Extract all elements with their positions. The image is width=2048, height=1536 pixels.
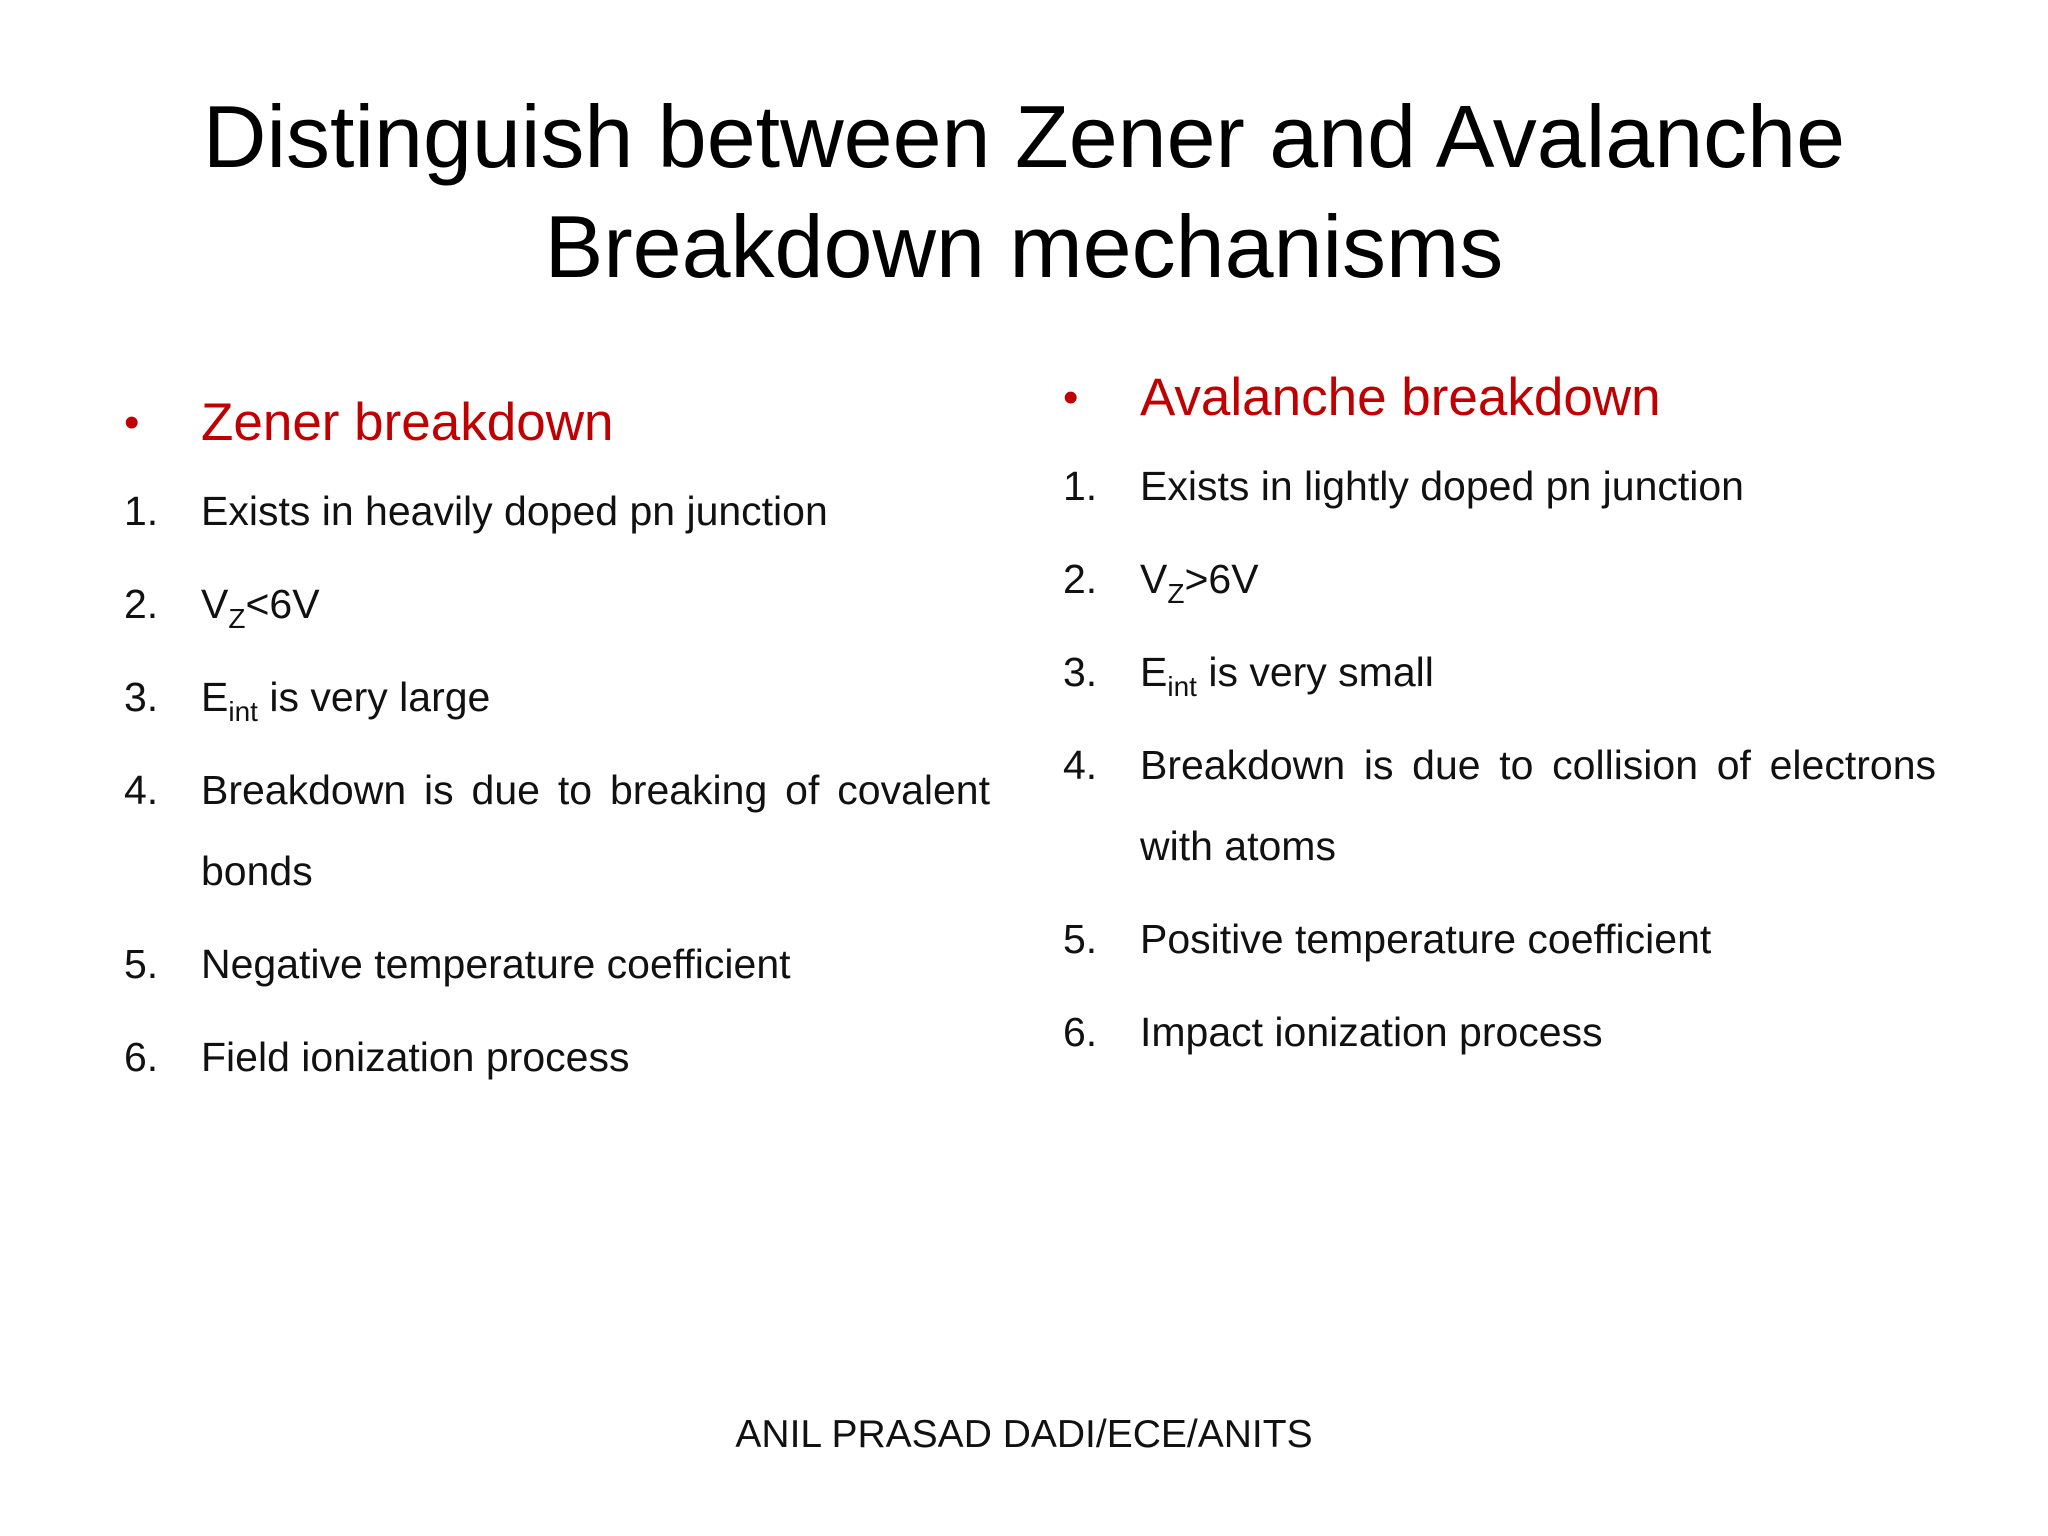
- avalanche-list: [1063, 446, 1936, 1073]
- list-item: [124, 924, 990, 1005]
- symbol: E: [201, 674, 229, 720]
- bullet-icon: •: [124, 398, 140, 447]
- item-text: Field ionization process: [201, 1034, 630, 1080]
- item-text: Exists in heavily doped pn junction: [201, 488, 828, 534]
- item-text: Positive temperature coefficient: [1140, 916, 1712, 962]
- item-number: 3.: [1063, 649, 1098, 695]
- list-item: [1063, 899, 1936, 980]
- subscript: Z: [228, 603, 246, 634]
- symbol: V: [201, 581, 229, 627]
- symbol: E: [1140, 649, 1168, 695]
- list-item: [1063, 632, 1936, 713]
- item-text: Breakdown is due to breaking of covalent bonds: [201, 767, 990, 894]
- item-text: Impact ionization process: [1140, 1009, 1603, 1055]
- list-item: [1063, 992, 1936, 1073]
- slide-title: [0, 82, 2048, 302]
- item-text: [201, 657, 990, 738]
- relation: is very large: [257, 674, 491, 720]
- relation: <6V: [245, 581, 320, 627]
- zener-heading-text: Zener breakdown: [201, 393, 614, 452]
- zener-heading: [124, 383, 990, 463]
- item-number: 1.: [124, 488, 159, 534]
- item-number: 5.: [124, 941, 159, 987]
- list-item: [124, 750, 990, 912]
- relation: >6V: [1184, 556, 1259, 602]
- zener-column: [124, 383, 990, 1110]
- list-item: [124, 564, 990, 645]
- slide-title-line-2: Breakdown mechanisms: [544, 197, 1504, 296]
- item-text: Breakdown is due to collision of electrons with atoms: [1140, 742, 1936, 869]
- subscript: Z: [1167, 578, 1185, 609]
- item-number: 4.: [124, 767, 159, 813]
- avalanche-heading: [1063, 358, 1936, 438]
- list-item: [1063, 725, 1936, 887]
- item-number: 6.: [1063, 1009, 1098, 1055]
- relation: is very small: [1196, 649, 1434, 695]
- item-text: [1140, 632, 1936, 713]
- item-number: 6.: [124, 1034, 159, 1080]
- item-text: [1140, 539, 1936, 620]
- item-number: 3.: [124, 674, 159, 720]
- list-item: [124, 471, 990, 552]
- avalanche-heading-text: Avalanche breakdown: [1140, 368, 1661, 427]
- slide-footer: ANIL PRASAD DADI/ECE/ANITS: [735, 1413, 1313, 1456]
- item-number: 4.: [1063, 742, 1098, 788]
- item-text: [201, 564, 990, 645]
- list-item: [1063, 539, 1936, 620]
- subscript: int: [228, 696, 258, 727]
- item-text: Negative temperature coefficient: [201, 941, 791, 987]
- slide-title-line-1: Distinguish between Zener and Avalanche: [202, 87, 1846, 186]
- item-number: 2.: [124, 581, 159, 627]
- list-item: [124, 657, 990, 738]
- subscript: int: [1167, 671, 1197, 702]
- list-item: [124, 1017, 990, 1098]
- item-number: 1.: [1063, 463, 1098, 509]
- item-number: 5.: [1063, 916, 1098, 962]
- item-number: 2.: [1063, 556, 1098, 602]
- symbol: V: [1140, 556, 1168, 602]
- bullet-icon: •: [1063, 373, 1079, 422]
- item-text: Exists in lightly doped pn junction: [1140, 463, 1744, 509]
- avalanche-column: [1063, 358, 1936, 1085]
- list-item: [1063, 446, 1936, 527]
- zener-list: [124, 471, 990, 1098]
